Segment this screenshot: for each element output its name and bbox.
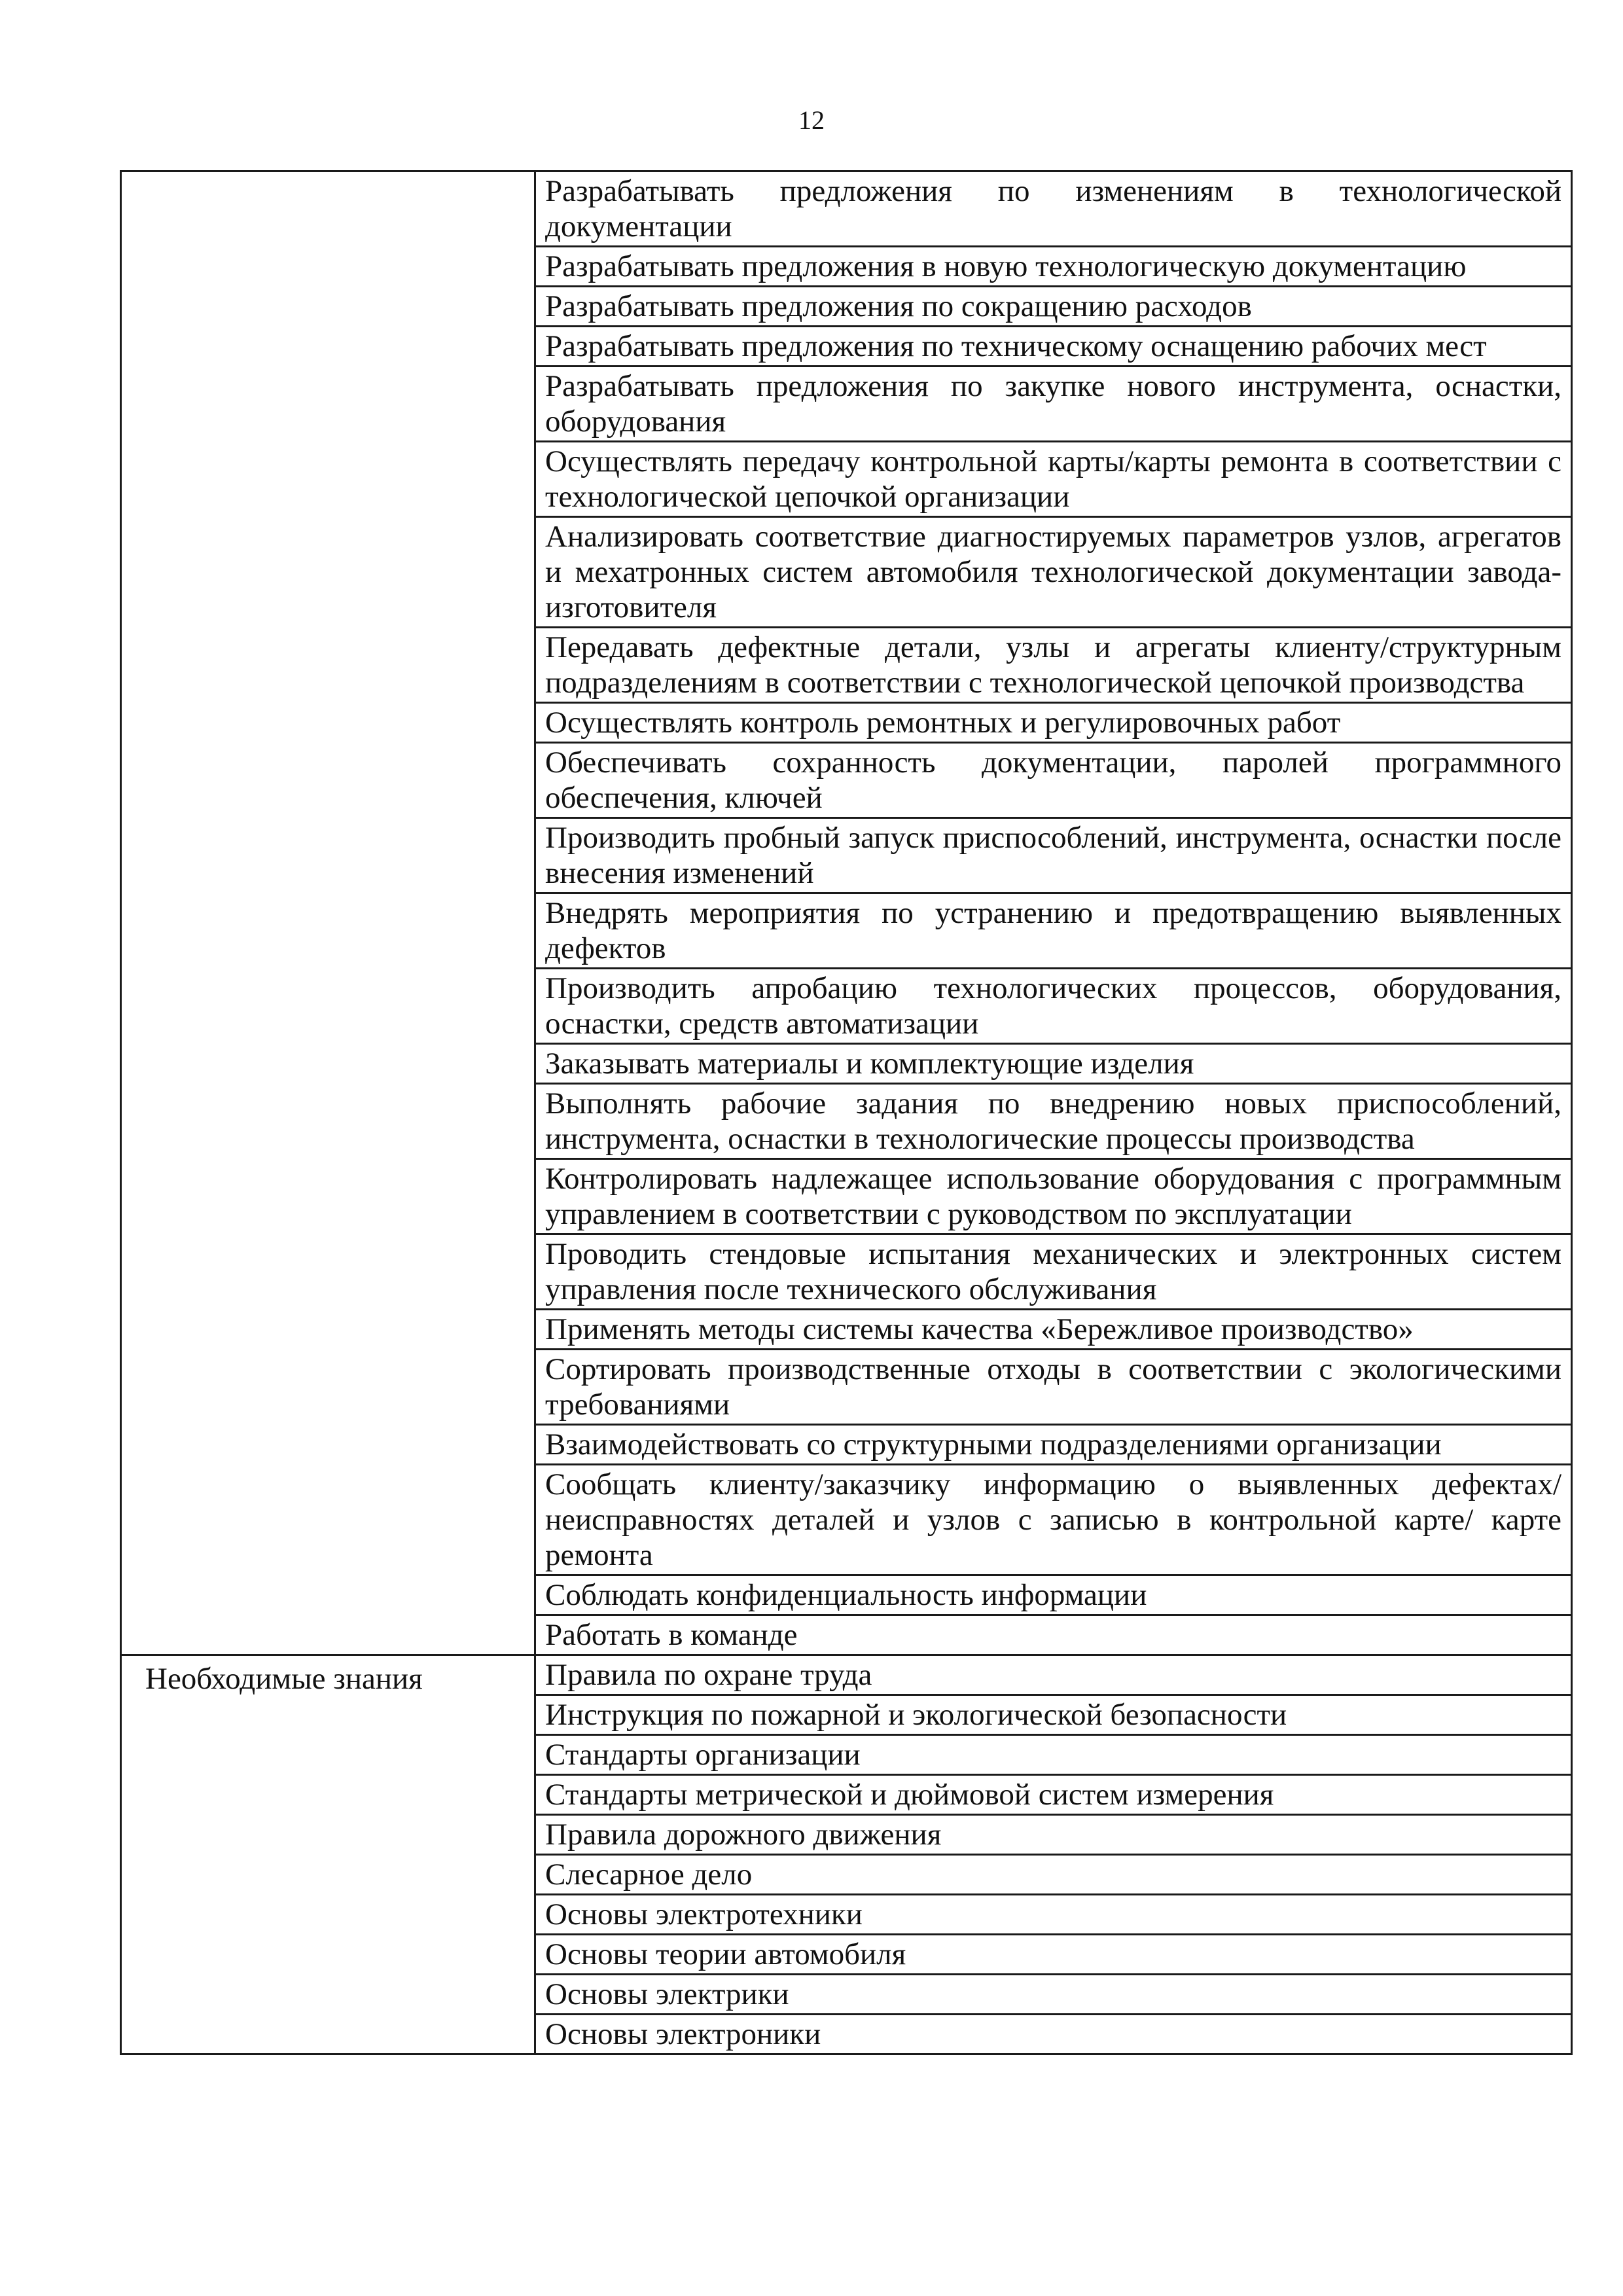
skills-item: Работать в команде [535,1615,1572,1655]
knowledge-item: Основы электрики [535,1975,1572,2015]
competency-table [120,170,1573,2055]
skills-item: Осуществлять контроль ремонтных и регулировочных работ [535,703,1572,743]
skills-item: Сообщать клиенту/заказчику информацию о выявленных дефектах/неисправностях деталей и узлов с записью в контрольной карте/ карте ремонта [535,1465,1572,1575]
skills-item: Заказывать материалы и комплектующие изделия [535,1044,1572,1084]
knowledge-item: Правила по охране труда [535,1655,1572,1695]
skills-item: Разрабатывать предложения по сокращению расходов [535,287,1572,327]
competency-table-body [121,171,1572,2054]
skills-item: Осуществлять передачу контрольной карты/карты ремонта в соответствии с технологической цепочкой организации [535,442,1572,517]
knowledge-item: Правила дорожного движения [535,1815,1572,1855]
skills-section-label [121,171,535,1655]
skills-row [121,171,1572,247]
skills-item: Проводить стендовые испытания механических и электронных систем управления после технического обслуживания [535,1234,1572,1310]
page-number: 12 [798,105,825,135]
knowledge-item: Слесарное дело [535,1855,1572,1895]
knowledge-item: Основы электротехники [535,1895,1572,1935]
skills-item: Производить апробацию технологических процессов, оборудования, оснастки, средств автоматизации [535,969,1572,1044]
knowledge-item: Стандарты метрической и дюймовой систем измерения [535,1775,1572,1815]
skills-item: Взаимодействовать со структурными подразделениями организации [535,1425,1572,1465]
skills-item: Соблюдать конфиденциальность информации [535,1575,1572,1615]
knowledge-row [121,1655,1572,1695]
skills-item: Разрабатывать предложения по изменениям в технологической документации [535,171,1572,247]
skills-item: Разрабатывать предложения в новую технологическую документацию [535,247,1572,287]
knowledge-item: Стандарты организации [535,1735,1572,1775]
knowledge-item: Основы электроники [535,2015,1572,2054]
skills-item: Внедрять мероприятия по устранению и предотвращению выявленных дефектов [535,893,1572,969]
skills-item: Передавать дефектные детали, узлы и агрегаты клиенту/структурным подразделениям в соответствии с технологической цепочкой производства [535,628,1572,703]
skills-item: Сортировать производственные отходы в соответствии с экологическими требованиями [535,1350,1572,1425]
skills-item: Выполнять рабочие задания по внедрению новых приспособлений, инструмента, оснастки в технологические процессы производства [535,1084,1572,1159]
knowledge-section-label: Необходимые знания [121,1655,535,2054]
skills-item: Контролировать надлежащее использование оборудования с программным управлением в соответствии с руководством по эксплуатации [535,1159,1572,1234]
knowledge-item: Основы теории автомобиля [535,1935,1572,1975]
skills-item: Анализировать соответствие диагностируемых параметров узлов, агрегатов и мехатронных систем автомобиля технологической документации завода-изготовителя [535,517,1572,628]
skills-item: Разрабатывать предложения по техническому оснащению рабочих мест [535,327,1572,367]
skills-item: Применять методы системы качества «Бережливое производство» [535,1310,1572,1350]
skills-item: Разрабатывать предложения по закупке нового инструмента, оснастки, оборудования [535,367,1572,442]
skills-item: Обеспечивать сохранность документации, паролей программного обеспечения, ключей [535,743,1572,818]
skills-item: Производить пробный запуск приспособлений, инструмента, оснастки после внесения изменений [535,818,1572,893]
knowledge-item: Инструкция по пожарной и экологической безопасности [535,1695,1572,1735]
